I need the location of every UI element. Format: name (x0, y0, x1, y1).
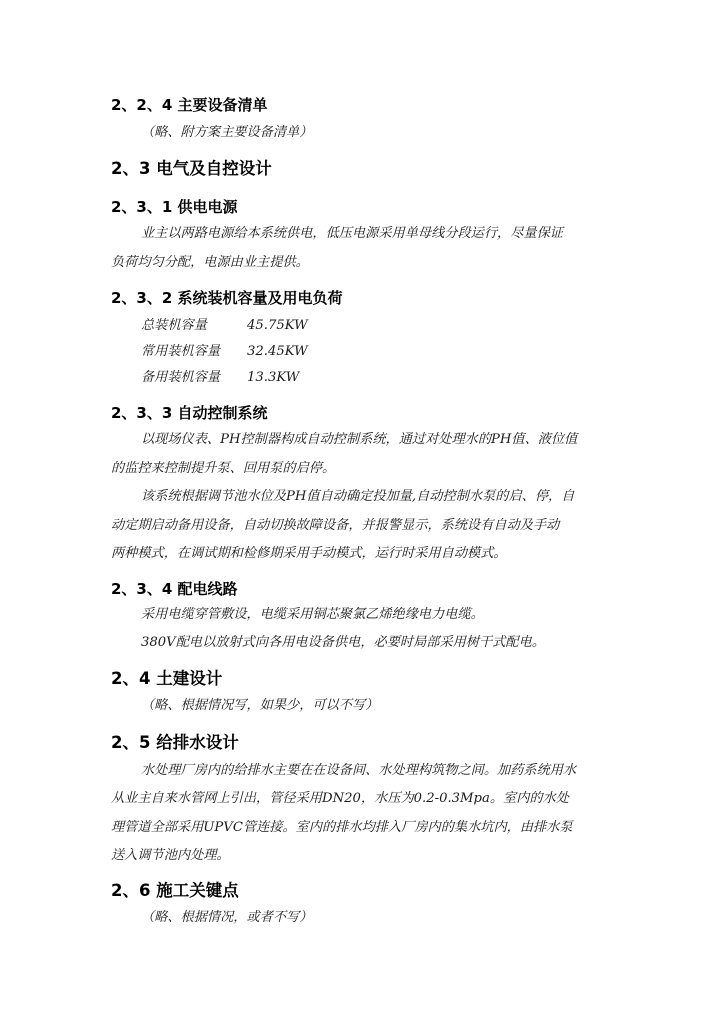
heading-2-4: 2、4 土建设计 (111, 669, 223, 688)
capacity-value: 32.45KW (247, 344, 308, 359)
paragraph-line: 以现场仪表、PH控制器构成自动控制系统，通过对处理水的PH值、液位值 (141, 432, 578, 447)
heading-2-6: 2、6 施工关键点 (111, 881, 239, 900)
paragraph-line: 水处理厂房内的给排水主要在在设备间、水处理构筑物之间。加药系统用水 (141, 763, 577, 778)
paragraph-line: 的监控来控制提升泵、回用泵的启停。 (111, 461, 336, 476)
heading-2-3-1: 2、3、1 供电电源 (111, 198, 238, 216)
note-2-6: （略、根据情况，或者不写） (141, 910, 313, 925)
paragraph-line: 380V配电以放射式向各用电设备供电，必要时局部采用树干式配电。 (141, 635, 545, 650)
capacity-value: 13.3KW (247, 370, 300, 385)
paragraph-line: 业主以两路电源给本系统供电，低压电源采用单母线分段运行，尽量保证 (141, 226, 563, 241)
paragraph-line: 该系统根据调节池水位及PH值自动确定投加量,自动控制水泵的启、停，自 (141, 489, 575, 504)
paragraph-line: 动定期启动备用设备，自动切换故障设备，并报警显示，系统设有自动及手动 (111, 518, 560, 533)
heading-2-3-3: 2、3、3 自动控制系统 (111, 404, 268, 422)
capacity-label: 总装机容量 (141, 318, 207, 333)
note-2-2-4: （略、附方案主要设备清单） (141, 125, 313, 140)
paragraph-line: 两种模式，在调试期和检修期采用手动模式，运行时采用自动模式。 (111, 546, 507, 561)
heading-2-3: 2、3 电气及自控设计 (111, 159, 272, 178)
note-2-4: （略、根据情况写，如果少，可以不写） (141, 698, 379, 713)
paragraph-line: 从业主自来水管网上引出，管径采用DN20，水压为0.2-0.3Mpa。室内的水处 (111, 791, 569, 806)
capacity-label: 备用装机容量 (141, 370, 221, 385)
heading-2-2-4: 2、2、4 主要设备清单 (111, 96, 268, 114)
capacity-value: 45.75KW (247, 318, 308, 333)
paragraph-line: 采用电缆穿管敷设，电缆采用铜芯聚氯乙烯绝缘电力电缆。 (141, 607, 484, 622)
heading-2-3-2: 2、3、2 系统装机容量及用电负荷 (111, 289, 343, 307)
capacity-label: 常用装机容量 (141, 344, 221, 359)
paragraph-line: 理管道全部采用UPVC管连接。室内的排水均排入厂房内的集水坑内，由排水泵 (111, 820, 573, 835)
paragraph-line: 负荷均匀分配，电源由业主提供。 (111, 255, 309, 270)
heading-2-5: 2、5 给排水设计 (111, 733, 239, 752)
heading-2-3-4: 2、3、4 配电线路 (111, 580, 238, 598)
paragraph-line: 送入调节池内处理。 (111, 848, 230, 863)
